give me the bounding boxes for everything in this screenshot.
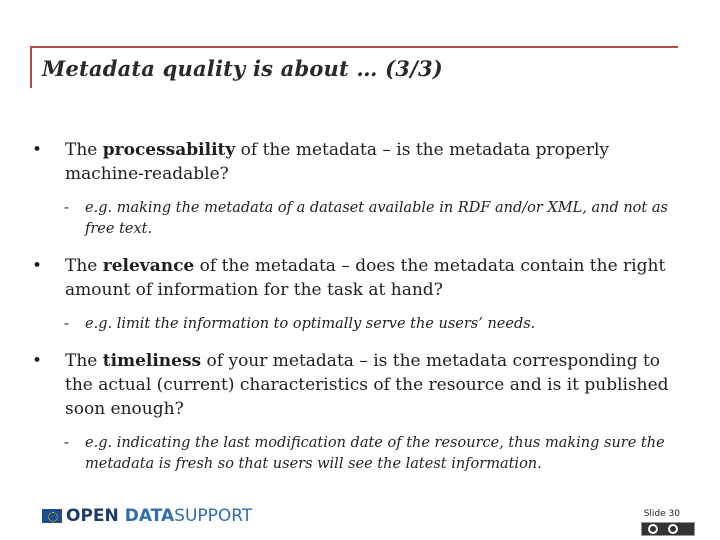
bullet-keyword: timeliness [102,351,202,371]
dash-icon: - [64,316,69,332]
dash-icon: - [64,200,69,216]
bullet-prefix: The [65,256,103,276]
bullet-prefix: The [65,351,103,371]
bullet-dot-icon: • [32,140,43,160]
dash-icon: - [64,435,69,451]
logo-data-text: DATA [124,506,175,526]
title-side-rule [30,46,32,88]
eu-flag-icon [42,509,62,523]
logo-support-text: SUPPORT [174,506,253,526]
open-data-support-logo [42,505,252,527]
by-circle-icon [668,524,678,534]
bullet-keyword: relevance [102,256,195,276]
bullet-text: of the metadata – does the metadata contain the right amount of information for the task at hand? [65,256,666,300]
slide-content [32,138,692,489]
bullet-text: of the metadata – is the metadata properly machine-readable? [65,140,609,184]
bullet-prefix: The [65,140,103,160]
slide-number: Slide 30 [643,509,680,519]
cc-circle-icon [648,524,658,534]
sub-bullet-text: e.g. limit the information to optimally serve the users’ needs. [85,316,536,332]
bullet-timeliness [32,349,692,421]
creative-commons-icon [641,522,695,536]
sub-bullet-text: e.g. making the metadata of a dataset available in RDF and/or XML, and not as free text. [85,200,668,237]
bullet-dot-icon: • [32,256,43,276]
slide-title: Metadata quality is about … (3/3) [42,56,443,81]
bullet-relevance [32,254,692,302]
logo-open-text: OPEN [66,506,119,526]
title-rule [30,46,678,48]
sub-bullet-text: e.g. indicating the last modification date of the resource, thus making sure the metadata is fresh so that users will see the latest information. [85,435,665,472]
bullet-processability [32,138,692,186]
bullet-text: of your metadata – is the metadata corresponding to the actual (current) characteristics of the resource and is it published soon enough? [65,351,669,419]
bullet-keyword: processability [102,140,236,160]
sub-bullet-processability [32,198,692,240]
bullet-dot-icon: • [32,351,43,371]
sub-bullet-timeliness [32,433,692,475]
sub-bullet-relevance [32,314,692,335]
